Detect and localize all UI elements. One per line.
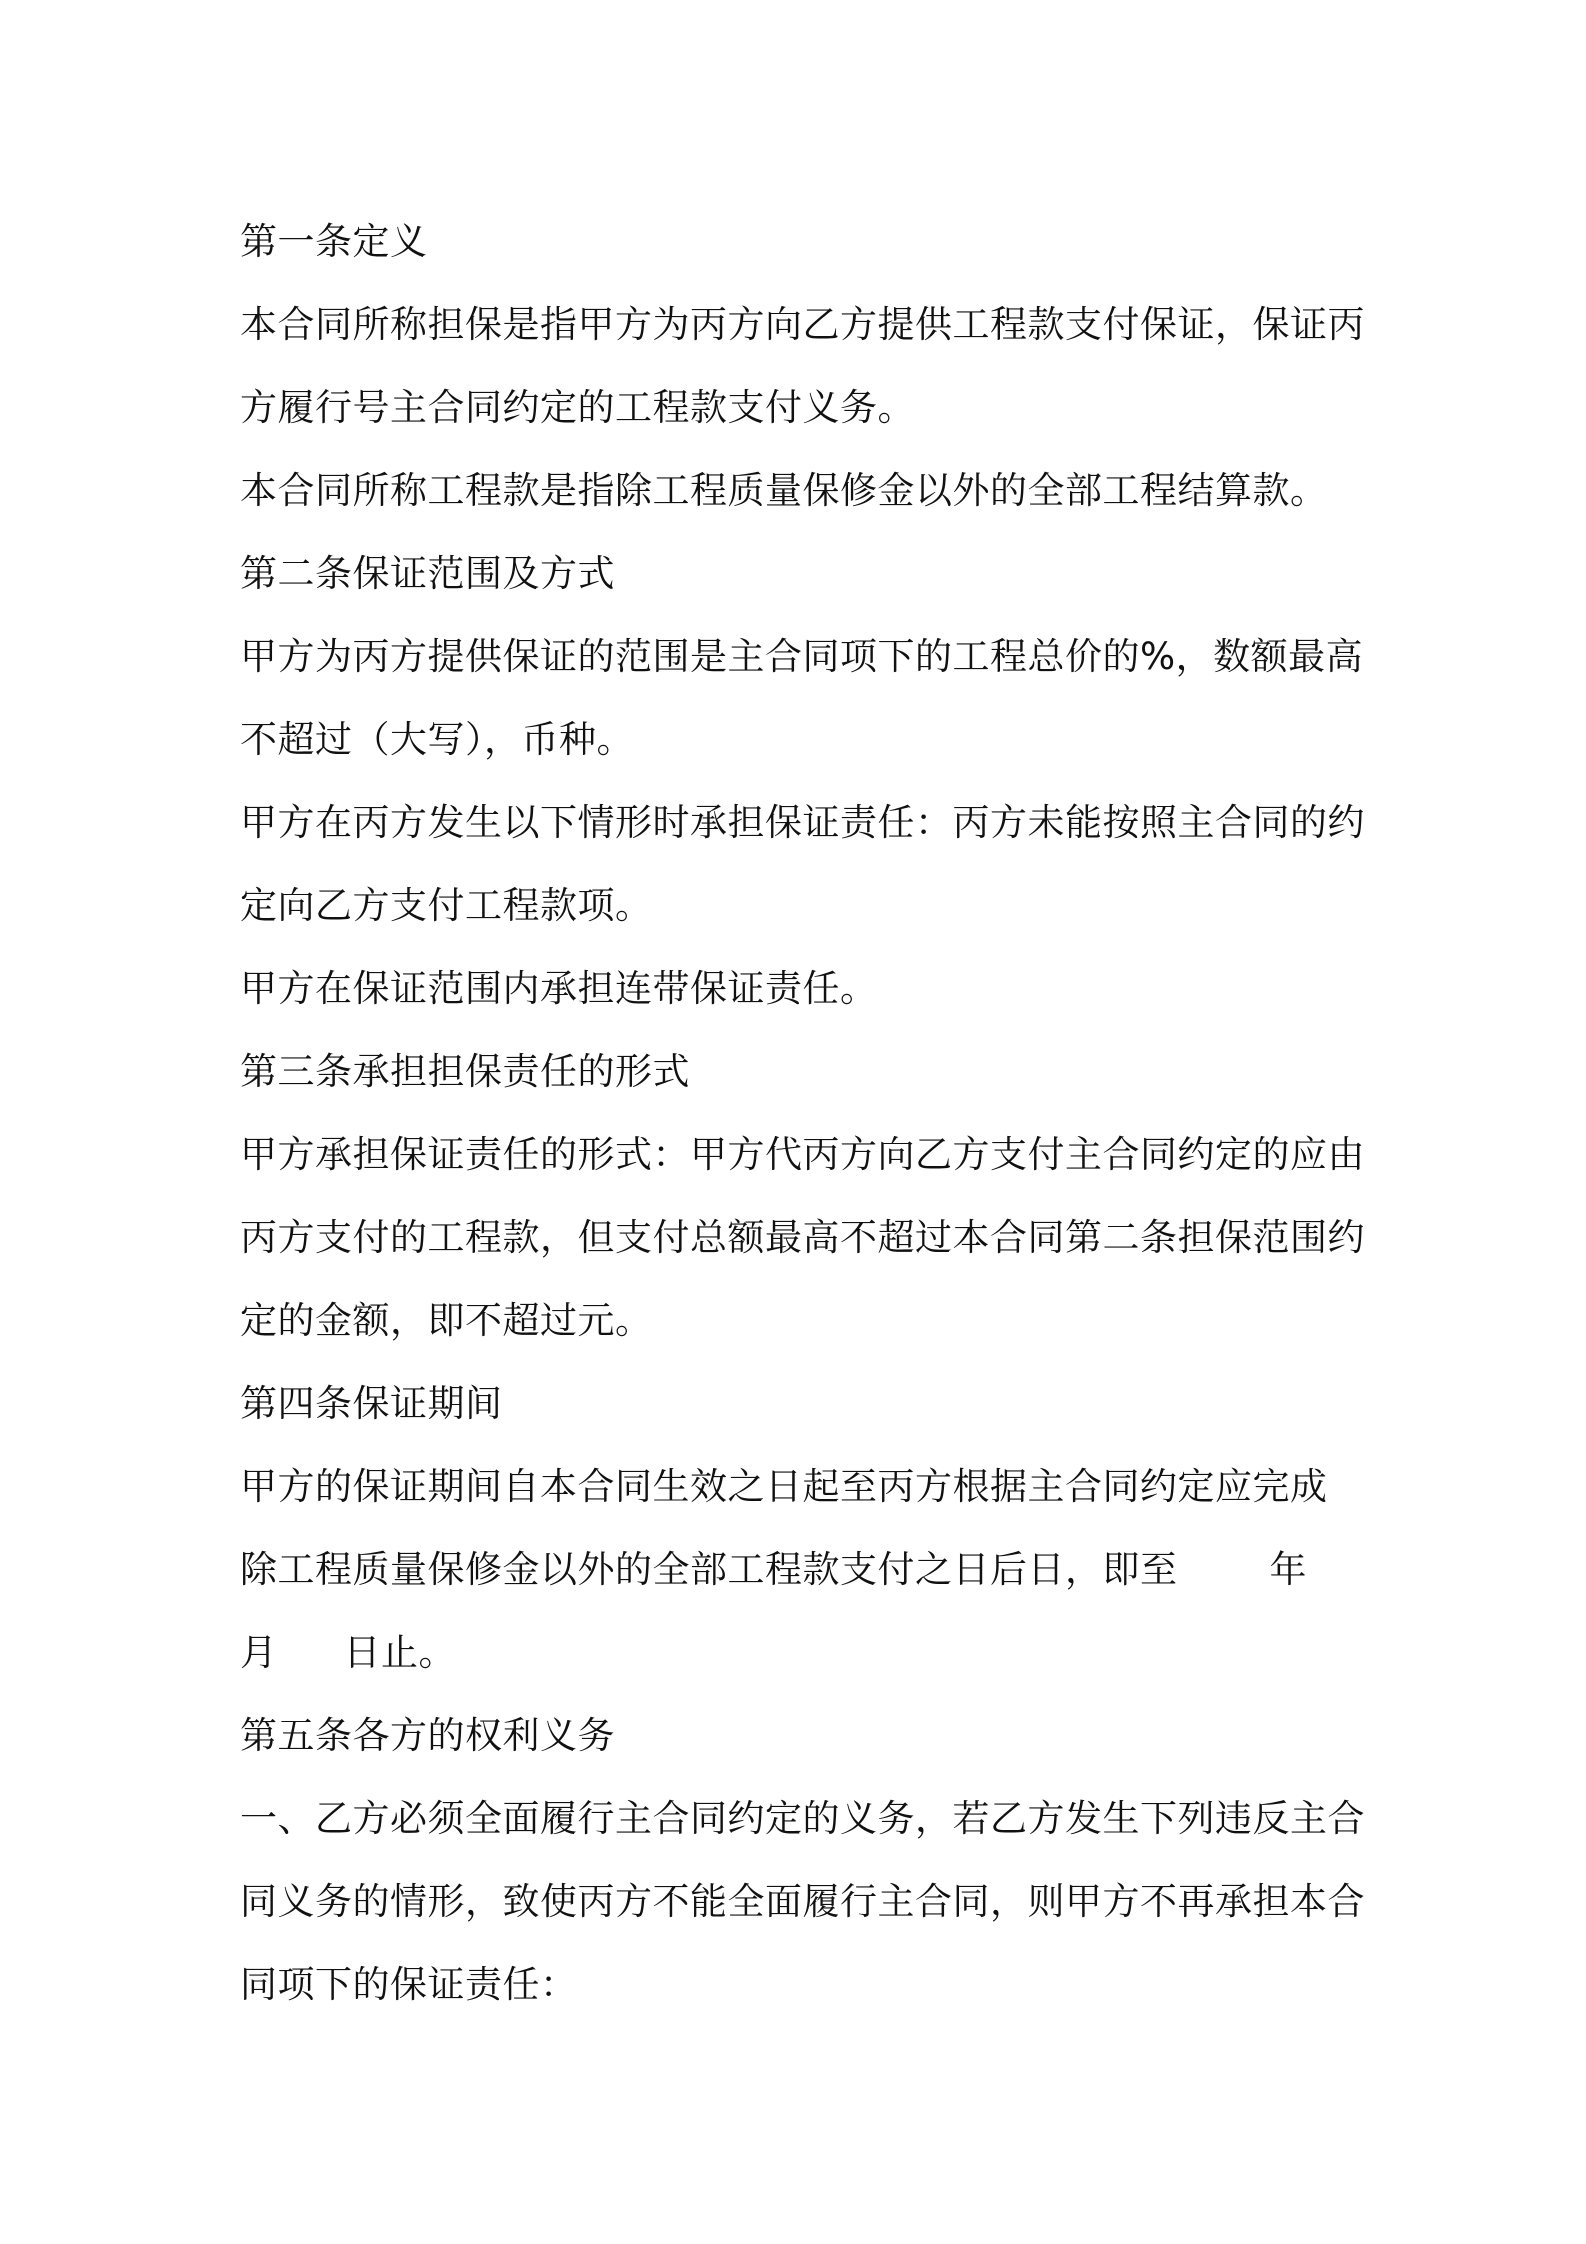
- paragraph-line: 甲方在丙方发生以下情形时承担保证责任：丙方未能按照主合同的约: [240, 801, 1365, 844]
- paragraph-line: 甲方的保证期间自本合同生效之日起至丙方根据主合同约定应完成: [240, 1465, 1328, 1508]
- paragraph-line: 本合同所称工程款是指除工程质量保修金以外的全部工程结算款。: [240, 469, 1328, 512]
- year-label: 年: [1269, 1548, 1307, 1591]
- article-5-heading: 第五条各方的权利义务: [240, 1714, 615, 1757]
- paragraph-line: 甲方为丙方提供保证的范围是主合同项下的工程总价的%，数额最高: [240, 635, 1364, 678]
- line-text: 除工程质量保修金以外的全部工程款支付之日后日，即至: [240, 1548, 1178, 1591]
- paragraph-line: [240, 1611, 1360, 1694]
- paragraph-line: 丙方支付的工程款，但支付总额最高不超过本合同第二条担保范围约: [240, 1216, 1365, 1259]
- paragraph-line: 同项下的保证责任：: [240, 1963, 578, 2006]
- paragraph-line: 本合同所称担保是指甲方为丙方向乙方提供工程款支付保证，保证丙: [240, 303, 1365, 346]
- paragraph-line: [240, 1528, 1360, 1611]
- paragraph-line: 甲方在保证范围内承担连带保证责任。: [240, 967, 878, 1010]
- day-end-label: 日止。: [343, 1631, 456, 1674]
- paragraph-line: 不超过（大写），币种。: [240, 718, 634, 761]
- article-2-heading: 第二条保证范围及方式: [240, 552, 615, 595]
- article-4-heading: 第四条保证期间: [240, 1382, 503, 1425]
- paragraph-line: 一、乙方必须全面履行主合同约定的义务，若乙方发生下列违反主合: [240, 1797, 1365, 1840]
- paragraph-line: 定向乙方支付工程款项。: [240, 884, 653, 927]
- document-body: [240, 200, 1365, 2026]
- paragraph-line: 方履行号主合同约定的工程款支付义务。: [240, 386, 915, 429]
- article-1-heading: 第一条定义: [240, 220, 428, 263]
- article-3-heading: 第三条承担担保责任的形式: [240, 1050, 690, 1093]
- paragraph-line: 定的金额，即不超过元。: [240, 1299, 653, 1342]
- month-label: 月: [240, 1631, 278, 1674]
- paragraph-line: 同义务的情形，致使丙方不能全面履行主合同，则甲方不再承担本合: [240, 1880, 1365, 1923]
- paragraph-line: 甲方承担保证责任的形式：甲方代丙方向乙方支付主合同约定的应由: [240, 1133, 1365, 1176]
